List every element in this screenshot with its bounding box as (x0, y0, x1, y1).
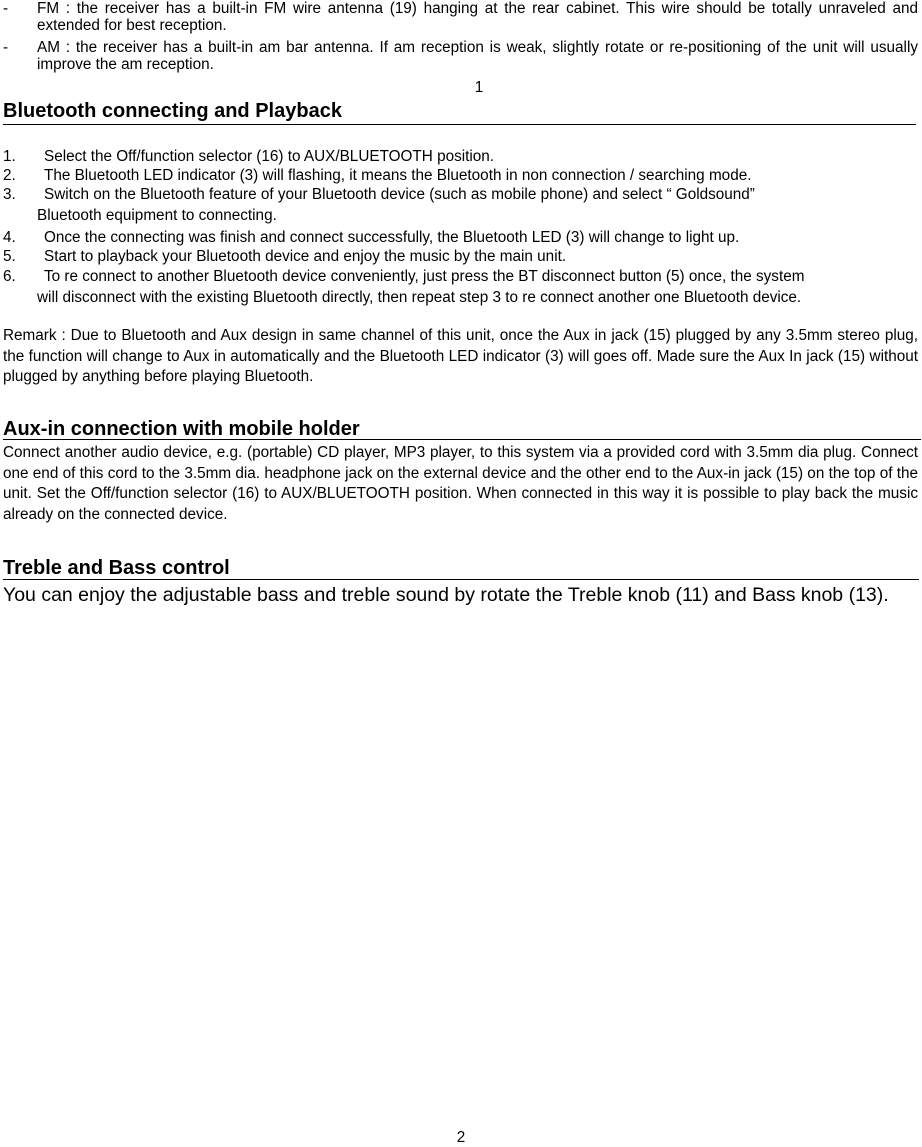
step-number: 5. (3, 248, 16, 265)
heading-underline (3, 579, 919, 580)
step-number: 4. (3, 229, 16, 246)
bullet-dash: - (3, 39, 9, 56)
bluetooth-step (0, 228, 918, 248)
step-number: 1. (3, 148, 16, 165)
step-text-continued: will disconnect with the existing Bluetooth directly, then repeat step 3 to re connect another one Bluetooth device. (37, 289, 802, 306)
bullet-dash: - (3, 0, 9, 17)
bluetooth-step (0, 166, 918, 186)
step-text: Start to playback your Bluetooth device and enjoy the music by the main unit. (44, 248, 567, 265)
treble-bass-heading: Treble and Bass control (3, 557, 230, 579)
bluetooth-heading: Bluetooth connecting and Playback (3, 100, 342, 122)
step-text: Once the connecting was finish and connect successfully, the Bluetooth LED (3) will change to light up. (44, 229, 740, 246)
bluetooth-remark: Remark : Due to Bluetooth and Aux design in same channel of this unit, once the Aux in jack (15) plugged by any 3.5mm stereo plug, the function will change to Aux in automatically and the Bluetooth LED indicator (3) will goes off. Made sure the Aux In jack (15) without plugged by anything before playing Bluetooth. (3, 327, 918, 385)
aux-body: Connect another audio device, e.g. (portable) CD player, MP3 player, to this system via a provided cord with 3.5mm dia plug. Connect one end of this cord to the 3.5mm dia. headphone jack on the external device and the other end to the Aux-in jack (15) on the top of the unit. Set the Off/function selector (16) to AUX/BLUETOOTH position. When connected in this way it is possible to play back the music already on the connected device. (3, 444, 918, 523)
step-text: The Bluetooth LED indicator (3) will flashing, it means the Bluetooth in non connection / searching mode. (44, 167, 752, 184)
bluetooth-step (0, 147, 918, 167)
bluetooth-step (0, 247, 918, 267)
step-text: To re connect to another Bluetooth device conveniently, just press the BT disconnect button (5) once, the system (44, 268, 805, 285)
antenna-note-text: FM : the receiver has a built-in FM wire antenna (19) hanging at the rear cabinet. This wire should be totally unraveled and extended for best reception. (37, 0, 918, 34)
page-number: 2 (456, 1129, 466, 1146)
antenna-note-am (0, 39, 918, 75)
bluetooth-step (0, 267, 918, 309)
step-text-continued: Bluetooth equipment to connecting. (37, 207, 277, 224)
heading-underline (3, 439, 921, 440)
treble-bass-body: You can enjoy the adjustable bass and treble sound by rotate the Treble knob (11) and Bass knob (13). (3, 584, 889, 606)
page-number: 1 (474, 79, 484, 96)
step-number: 3. (3, 186, 16, 203)
aux-heading: Aux-in connection with mobile holder (3, 418, 360, 440)
antenna-note-text: AM : the receiver has a built-in am bar antenna. If am reception is weak, slightly rotate or re-positioning of the unit will usually improve the am reception. (37, 39, 918, 73)
step-text: Switch on the Bluetooth feature of your Bluetooth device (such as mobile phone) and select “ Goldsound” (44, 186, 755, 203)
step-number: 2. (3, 167, 16, 184)
step-number: 6. (3, 268, 16, 285)
heading-underline (3, 124, 916, 125)
step-text: Select the Off/function selector (16) to AUX/BLUETOOTH position. (44, 148, 495, 165)
antenna-note-fm (0, 0, 918, 36)
bluetooth-step (0, 185, 918, 225)
